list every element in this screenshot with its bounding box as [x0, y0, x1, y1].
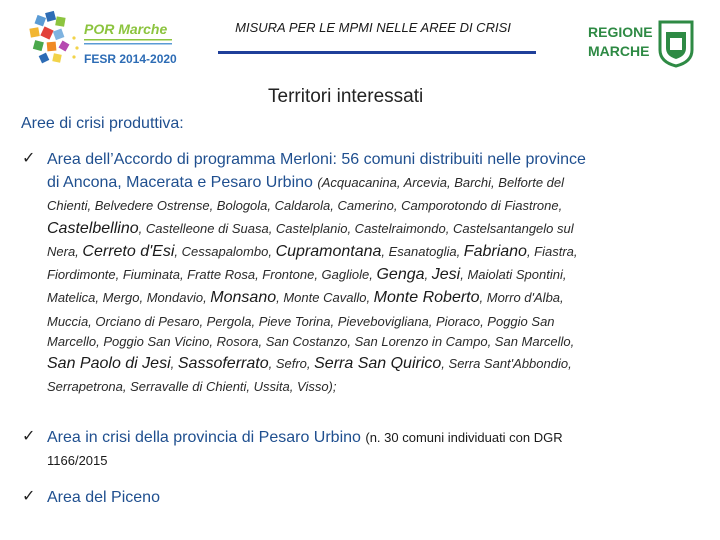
municipality-list: , Fiastra, [526, 244, 578, 259]
section-label: Aree di crisi produttiva: [21, 115, 184, 132]
regione-marche-logo [588, 18, 694, 68]
item-note: (n. 30 comuni individuati con DGR [365, 430, 563, 445]
bullet-item-piceno [22, 486, 702, 509]
municipality-list: Chienti, Belvedere Ostrense, Bologola, Caldarola, Camerino, Camporotondo di Fiastrone, [47, 198, 563, 213]
municipality-list: , [424, 267, 432, 282]
municipality-highlight: Cupramontana [275, 243, 382, 260]
municipality-highlight: Monte Roberto [373, 289, 480, 306]
check-icon: ✓ [22, 428, 36, 445]
municipality-highlight: Genga [376, 266, 425, 283]
shield-icon [660, 22, 692, 66]
municipality-highlight: Cerreto d'Esi [82, 243, 175, 260]
logo-text-bottom: FESR 2014-2020 [84, 52, 177, 66]
municipality-highlight: Monsano [210, 289, 277, 306]
header-divider [218, 51, 536, 54]
regione-text: REGIONE [588, 24, 653, 40]
municipality-list: Muccia, Orciano di Pesaro, Pergola, Pieve Torina, Pievebovigliana, Pioraco, Poggio San [47, 314, 555, 329]
municipality-highlight: Castelbellino [47, 220, 139, 237]
header-title: MISURA PER LE MPMI NELLE AREE DI CRISI [235, 20, 511, 35]
logo-tiles [29, 11, 78, 63]
municipality-list: , Esanatoglia, [381, 244, 464, 259]
municipality-list: , Morro d'Alba, [479, 290, 564, 305]
municipality-list: , Castelleone di Suasa, Castelplanio, Castelraimondo, Castelsantangelo sul [138, 221, 574, 236]
bullet-item-merloni [22, 148, 702, 398]
item-lead: Area del Piceno [47, 489, 160, 506]
municipality-list: (Acquacanina, Arcevia, Barchi, Belforte del [317, 175, 565, 190]
municipality-list: Matelica, Mergo, Mondavio, [47, 290, 211, 305]
marche-text: MARCHE [588, 43, 650, 59]
municipality-list: , Cessapalombo, [174, 244, 276, 259]
logo-text-top: POR Marche [84, 21, 168, 37]
check-icon: ✓ [22, 488, 36, 505]
municipality-list: Fiordimonte, Fiuminata, Fratte Rosa, Frontone, Gagliole, [47, 267, 377, 282]
bullet-item-pesaro-urbino [22, 426, 702, 472]
item-lead: Area dell’Accordo di programma Merloni: 56 comuni distribuiti nelle province [47, 151, 586, 168]
municipality-list: Serrapetrona, Serravalle di Chienti, Ussita, Visso); [47, 379, 337, 394]
municipality-list: , [170, 356, 178, 371]
page-subtitle: Territori interessati [268, 86, 424, 107]
municipality-highlight: San Paolo di Jesi [47, 355, 171, 372]
municipality-list: , Serra Sant'Abbondio, [441, 356, 572, 371]
municipality-highlight: Serra San Quirico [314, 355, 442, 372]
municipality-highlight: Jesi [431, 266, 461, 283]
check-icon: ✓ [22, 150, 36, 167]
municipality-list: Marcello, Poggio San Vicino, Rosora, San Costanzo, San Lorenzo in Campo, San Marcello, [47, 334, 575, 349]
municipality-highlight: Sassoferrato [177, 355, 269, 372]
municipality-list: Nera, [47, 244, 83, 259]
por-marche-fesr-logo [22, 8, 182, 70]
municipality-list: , Sefro, [268, 356, 315, 371]
item-lead-continued: di Ancona, Macerata e Pesaro Urbino [47, 174, 313, 191]
item-note-continued: 1166/2015 [47, 453, 108, 468]
municipality-list: , Maiolati Spontini, [460, 267, 567, 282]
municipality-highlight: Fabriano [463, 243, 527, 260]
item-lead: Area in crisi della provincia di Pesaro Urbino [47, 429, 361, 446]
municipality-list: , Monte Cavallo, [276, 290, 374, 305]
